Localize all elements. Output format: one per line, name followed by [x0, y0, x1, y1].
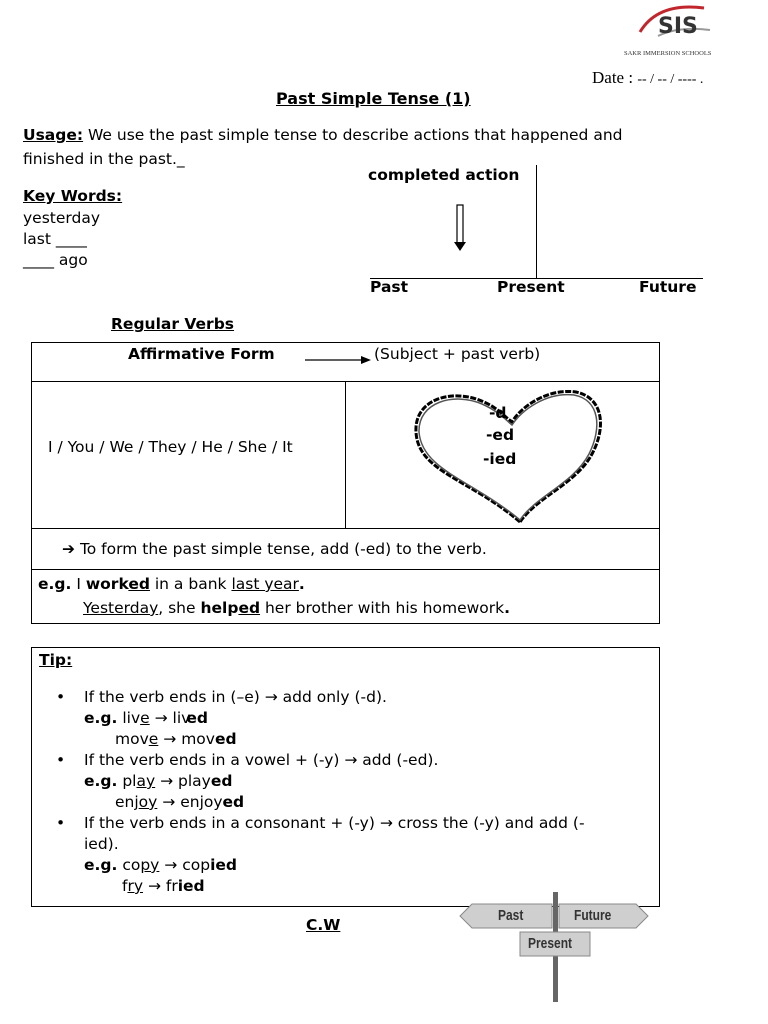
tip-rule-1: If the verb ends in (–e) → add only (-d). — [84, 688, 387, 706]
past-ending: ed — [210, 772, 233, 790]
tip-example — [122, 877, 205, 895]
sign-past: Past — [498, 907, 524, 924]
base-ending: e — [148, 730, 159, 748]
school-logo — [618, 0, 738, 62]
table-divider — [31, 528, 660, 529]
base-ending: ay — [136, 772, 156, 790]
regular-verbs-heading: Regular Verbs — [111, 315, 235, 333]
affirmative-formula: (Subject + past verb) — [374, 345, 541, 363]
base-ending: e — [140, 709, 150, 727]
base-ending: ry — [127, 877, 144, 895]
sign-present: Present — [528, 935, 573, 952]
timeline-past: Past — [370, 278, 409, 296]
example-verb: work — [85, 575, 129, 593]
eg-label: e.g. — [38, 575, 72, 593]
usage-line-2: finished in the past._ — [23, 150, 185, 168]
logo-text: SIS — [658, 14, 698, 39]
keyword-item: last ____ — [23, 230, 87, 248]
example-text: her brother with his homework — [260, 599, 505, 617]
past-ending: ed — [214, 730, 237, 748]
sign-future: Future — [574, 907, 612, 924]
eg-label: e.g. — [84, 772, 118, 790]
base-verb: pl — [122, 772, 137, 790]
bullet: • — [56, 814, 66, 832]
example-keyword: Yesterday — [83, 599, 159, 617]
right-arrow-icon — [305, 352, 371, 370]
timeline-caption: completed action — [368, 166, 520, 184]
eg-label: e.g. — [84, 856, 118, 874]
down-arrow-icon — [453, 204, 467, 256]
ending-ed: -ed — [486, 426, 515, 444]
rule-text: To form the past simple tense, add (-ed) to the verb. — [79, 540, 487, 558]
arrow-icon: → — [164, 856, 178, 874]
past-verb: play — [178, 772, 211, 790]
table-divider — [31, 569, 660, 570]
base-verb: enj — [115, 793, 139, 811]
date-label: Date : — [592, 68, 634, 87]
past-ending: ied — [177, 877, 205, 895]
example-keyword: last year — [231, 575, 299, 593]
example-period: . — [298, 575, 305, 593]
keyword-item: ____ ago — [23, 251, 88, 269]
affirmative-form-label: Affirmative Form — [128, 345, 275, 363]
signpost-image — [458, 890, 650, 1002]
base-verb: co — [122, 856, 141, 874]
present-marker-line — [536, 165, 537, 278]
past-verb: liv — [172, 709, 191, 727]
timeline-present: Present — [497, 278, 565, 296]
keywords-label: Key Words: — [23, 187, 123, 205]
tip-example — [84, 856, 237, 874]
rule-line — [62, 540, 487, 558]
example-ending: ed — [128, 575, 150, 593]
past-ending: ed — [222, 793, 245, 811]
logo-subtitle: SAKR IMMERSION SCHOOLS — [624, 50, 712, 57]
tip-example — [115, 730, 237, 748]
tip-label: Tip: — [39, 651, 73, 669]
ending-d: -d — [489, 404, 507, 422]
arrow-icon: → — [160, 772, 174, 790]
past-verb: mov — [181, 730, 215, 748]
arrow-icon: → — [147, 877, 161, 895]
past-verb: fr — [165, 877, 178, 895]
example-text: in a bank — [149, 575, 232, 593]
tip-rule-3: If the verb ends in a consonant + (-y) → cross the (-y) and add (- — [84, 814, 585, 832]
keyword-item: yesterday — [23, 209, 101, 227]
base-ending: py — [140, 856, 160, 874]
tip-example — [115, 793, 244, 811]
pronoun-list: I / You / We / They / He / She / It — [48, 438, 293, 456]
example-period: . — [504, 599, 511, 617]
table-divider — [345, 381, 346, 528]
example-line-1 — [38, 575, 305, 593]
base-verb: f — [122, 877, 128, 895]
past-ending: ed — [186, 709, 208, 727]
example-ending: ed — [238, 599, 261, 617]
page-title: Past Simple Tense (1) — [276, 89, 471, 108]
tip-example — [84, 772, 232, 790]
base-verb: mov — [115, 730, 149, 748]
tip-rule-3-cont: ied). — [84, 835, 119, 853]
example-text: , she — [158, 599, 201, 617]
date-line — [592, 68, 703, 88]
usage-text-1: We use the past simple tense to describe actions that happened and — [83, 126, 623, 144]
eg-label: e.g. — [84, 709, 118, 727]
tip-example — [84, 709, 208, 727]
base-verb: liv — [122, 709, 141, 727]
timeline-future: Future — [639, 278, 697, 296]
rule-arrow-icon: ➔ — [62, 540, 75, 558]
past-verb: cop — [182, 856, 211, 874]
example-verb: help — [200, 599, 239, 617]
usage-label: Usage: — [23, 126, 84, 144]
bullet: • — [56, 688, 66, 706]
base-ending: oy — [138, 793, 158, 811]
past-verb: enjoy — [180, 793, 223, 811]
bullet: • — [56, 751, 66, 769]
classwork-heading: C.W — [306, 916, 341, 934]
example-text: I — [76, 575, 86, 593]
past-ending: ied — [210, 856, 238, 874]
ending-ied: -ied — [483, 450, 517, 468]
arrow-icon: → — [162, 793, 176, 811]
date-value: -- / -- / ---- . — [637, 72, 704, 87]
example-line-2 — [83, 599, 510, 617]
arrow-icon: → — [163, 730, 177, 748]
tip-rule-2: If the verb ends in a vowel + (-y) → add (-ed). — [84, 751, 439, 769]
usage-line-1 — [23, 126, 622, 144]
arrow-icon: → — [154, 709, 168, 727]
